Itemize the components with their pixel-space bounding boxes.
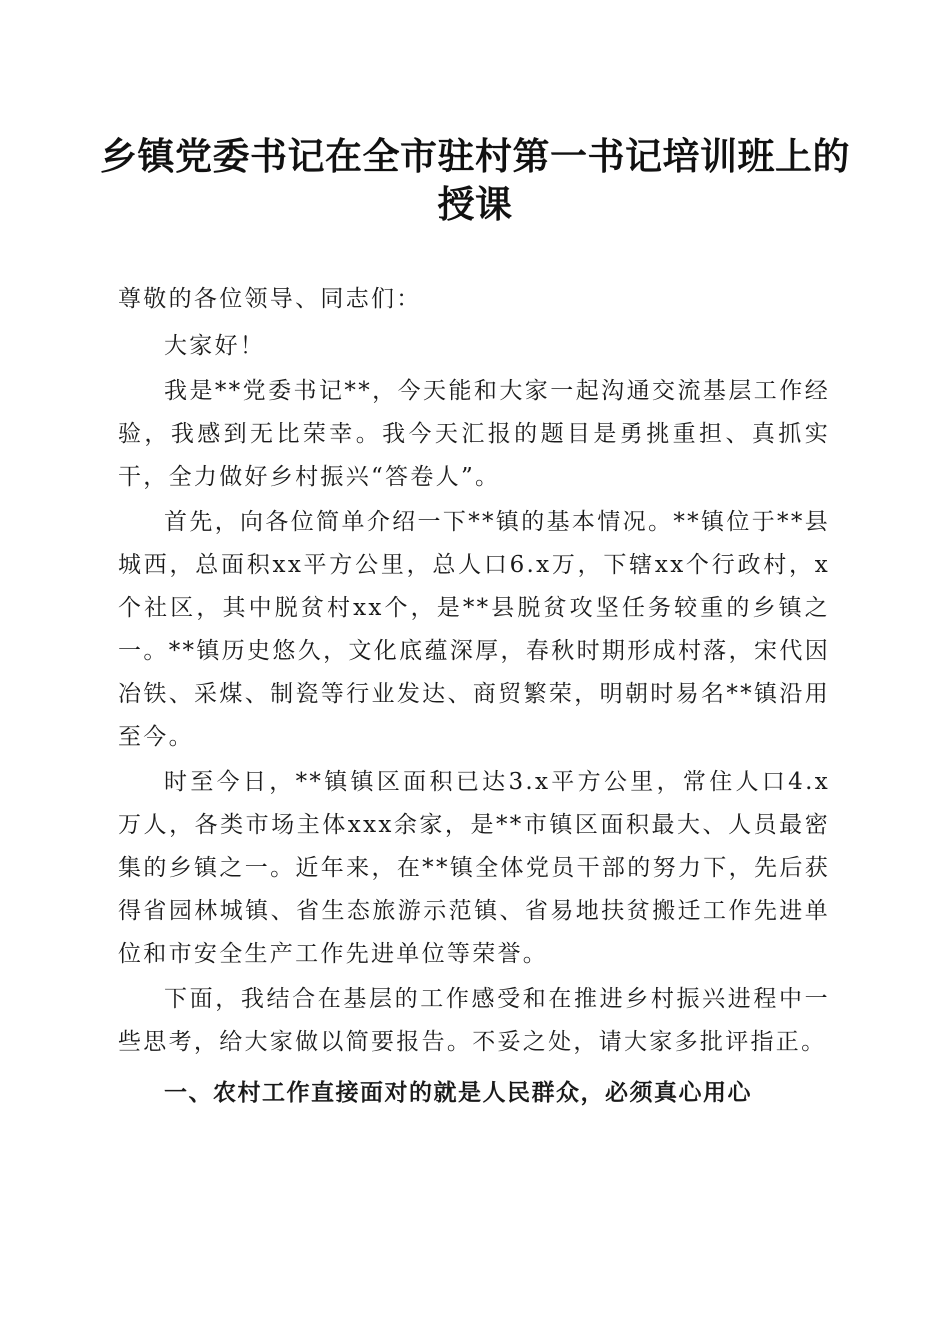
section-heading: 一、农村工作直接面对的就是人民群众，必须真心用心	[164, 1080, 752, 1106]
document-body	[118, 278, 830, 1115]
greeting: 大家好！	[164, 333, 266, 359]
paragraph-report-intro: 下面，我结合在基层的工作感受和在推进乡村振兴进程中一些思考，给大家做以简要报告。不妥之处，请大家多批评指正。	[118, 986, 830, 1055]
title-line-1: 乡镇党委书记在全市驻村第一书记培训班上的	[100, 135, 850, 178]
paragraph-intro: 我是**党委书记**，今天能和大家一起沟通交流基层工作经验，我感到无比荣幸。我今天汇报的题目是勇挑重担、真抓实干，全力做好乡村振兴“答卷人”。	[118, 378, 830, 490]
title-line-2: 授课	[437, 183, 513, 226]
paragraph-current-status: 时至今日，**镇镇区面积已达3.x平方公里，常住人口4.x万人，各类市场主体xxx余家，是**市镇区面积最大、人员最密集的乡镇之一。近年来，在**镇全体党员干部的努力下，先后获得省园林城镇、省生态旅游示范镇、省易地扶贫搬迁工作先进单位和市安全生产工作先进单位等荣誉。	[118, 769, 830, 967]
document-title	[100, 133, 850, 229]
salutation: 尊敬的各位领导、同志们：	[118, 286, 422, 312]
paragraph-basic-info: 首先，向各位简单介绍一下**镇的基本情况。**镇位于**县城西，总面积xx平方公里，总人口6.x万，下辖xx个行政村，x个社区，其中脱贫村xx个，是**县脱贫攻坚任务较重的乡镇之一。**镇历史悠久，文化底蕴深厚，春秋时期形成村落，宋代因冶铁、采煤、制瓷等行业发达、商贸繁荣，明朝时易名**镇沿用至今。	[118, 509, 830, 750]
